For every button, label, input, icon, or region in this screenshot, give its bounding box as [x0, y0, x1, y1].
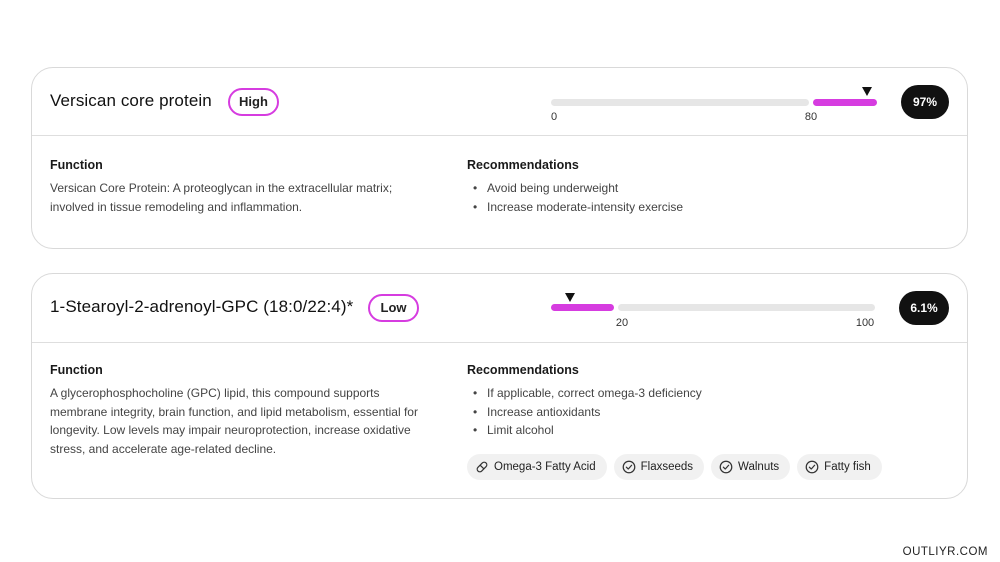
score-pill: 97% — [901, 85, 949, 119]
level-badge: High — [228, 88, 279, 116]
range-tick-label: 80 — [804, 111, 818, 123]
biomarker-card-versican — [31, 67, 968, 249]
chip-label: Flaxseeds — [640, 461, 694, 473]
chip-label: Walnuts — [738, 461, 780, 473]
chip-flaxseeds[interactable] — [614, 454, 704, 480]
pill-icon — [475, 460, 489, 474]
recommendations-heading: Recommendations — [467, 363, 579, 377]
function-heading: Function — [50, 363, 103, 377]
range-tick-label: 100 — [855, 317, 875, 329]
biomarker-title: 1-Stearoyl-2-adrenoyl-GPC (18:0/22:4)* — [50, 297, 354, 316]
recommendation-item: • Limit alcohol — [487, 421, 897, 440]
range-tick-label: 0 — [550, 111, 558, 123]
range-track — [551, 99, 809, 106]
chip-fatty-fish[interactable] — [797, 454, 882, 480]
percentile-range-bar — [32, 68, 967, 135]
food-chips — [467, 454, 882, 480]
score-pill: 6.1% — [899, 291, 949, 325]
recommendations-section — [467, 157, 897, 216]
chip-label: Fatty fish — [824, 461, 871, 473]
check-circle-icon — [622, 460, 636, 474]
level-badge: Low — [368, 294, 419, 322]
recommendations-list — [467, 384, 897, 440]
recommendation-item: • Increase antioxidants — [487, 403, 897, 422]
range-low-segment — [551, 304, 614, 311]
biomarker-card-gpc — [31, 273, 968, 499]
check-circle-icon — [719, 460, 733, 474]
recommendations-section — [467, 362, 897, 440]
function-heading: Function — [50, 158, 103, 172]
chip-omega-3[interactable] — [467, 454, 607, 480]
value-marker-icon — [565, 293, 575, 302]
function-section — [50, 157, 420, 216]
function-text: A glycerophosphocholine (GPC) lipid, this compound supports membrane integrity, brain function, and lipid metabolism, essential for longevity. Low levels may impair neuroprotection, increase oxidative stress, and accelerate age-related decline. — [50, 386, 418, 456]
chip-walnuts[interactable] — [711, 454, 790, 480]
recommendation-item: • Avoid being underweight — [487, 179, 897, 198]
check-circle-icon — [805, 460, 819, 474]
biomarker-title: Versican core protein — [50, 91, 212, 110]
card-header — [32, 68, 967, 136]
card-header — [32, 274, 967, 343]
function-text: Versican Core Protein: A proteoglycan in the extracellular matrix; involved in tissue remodeling and inflammation. — [50, 181, 393, 214]
value-marker-icon — [862, 87, 872, 96]
brand-watermark: OUTLIYR.COM — [902, 546, 988, 558]
recommendation-item: • If applicable, correct omega-3 deficiency — [487, 384, 897, 403]
range-track — [618, 304, 875, 311]
recommendations-list — [467, 179, 897, 216]
recommendations-heading: Recommendations — [467, 158, 579, 172]
range-tick-label: 20 — [615, 317, 629, 329]
percentile-range-bar — [32, 274, 967, 342]
range-high-segment — [813, 99, 877, 106]
chip-label: Omega-3 Fatty Acid — [494, 461, 596, 473]
function-section — [50, 362, 420, 458]
recommendation-item: • Increase moderate-intensity exercise — [487, 198, 897, 217]
